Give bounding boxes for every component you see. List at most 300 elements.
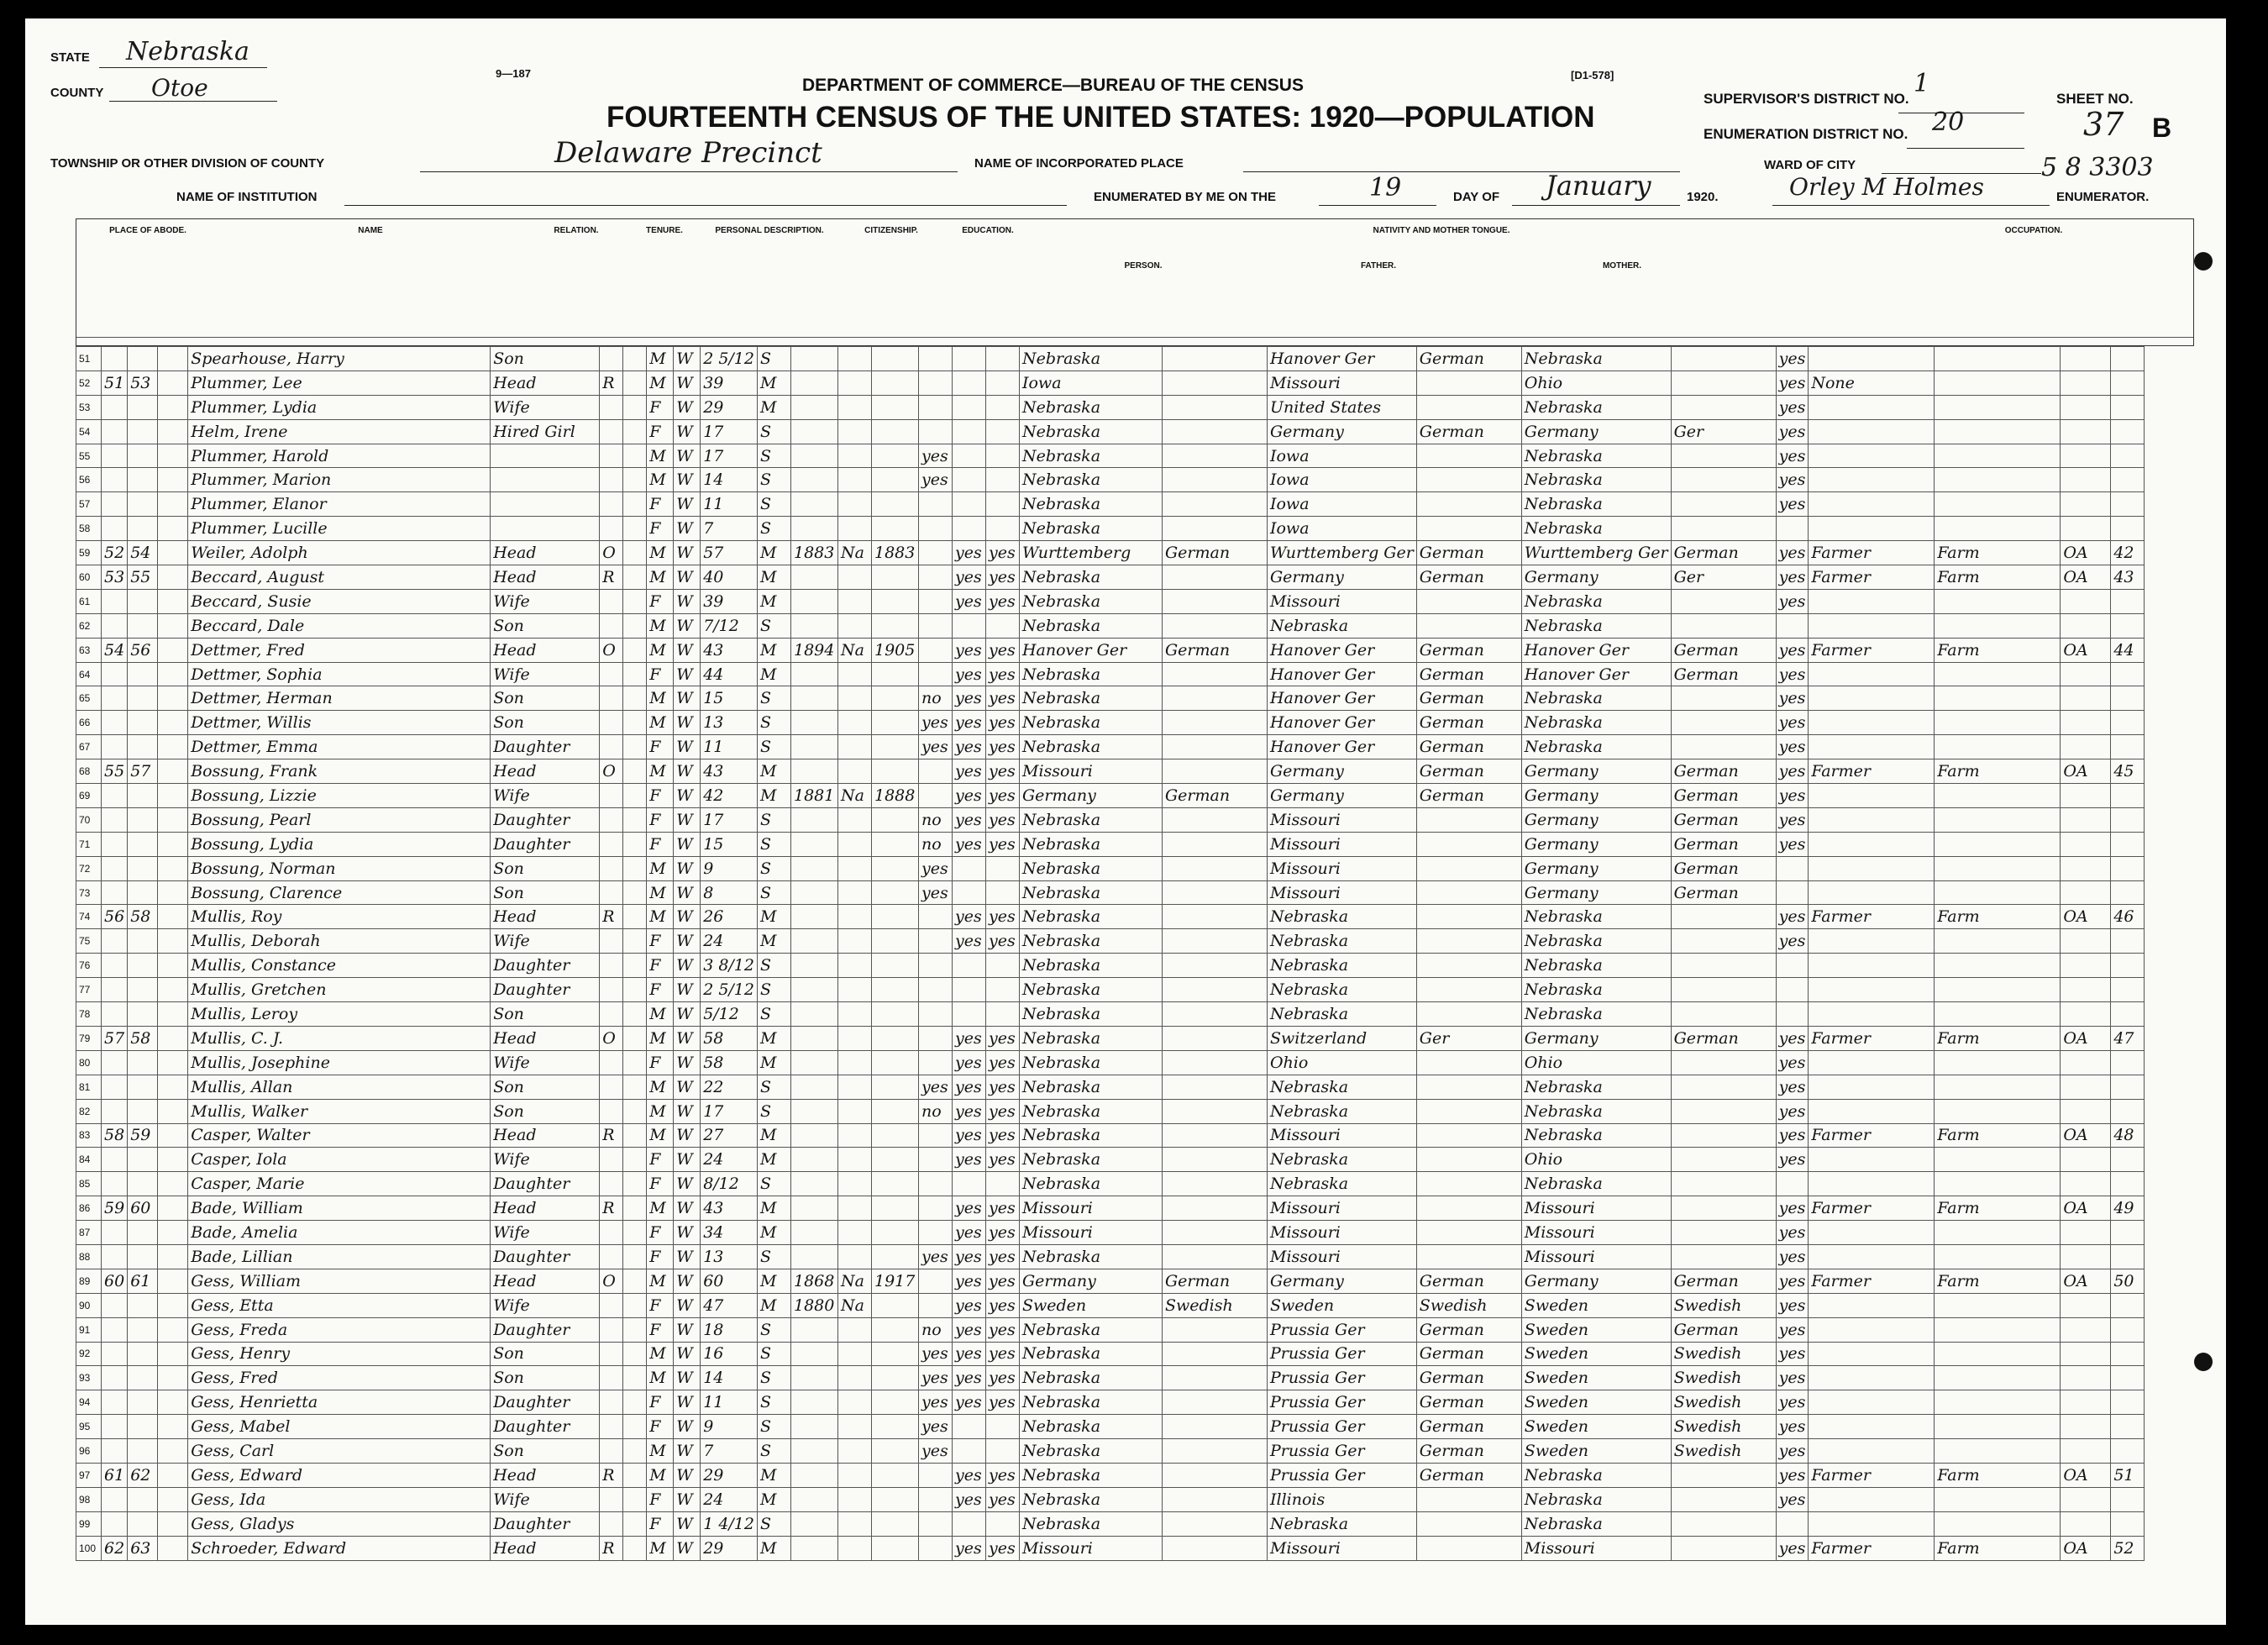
line-number: 82: [76, 1099, 102, 1123]
day-of-label: DAY OF: [1453, 190, 1500, 204]
relation: Son: [491, 613, 600, 638]
person-name: Dettmer, Fred: [188, 638, 491, 662]
tenure: R: [600, 905, 623, 929]
birthplace: Nebraska: [1019, 1050, 1162, 1075]
attended-school: yes: [918, 1342, 952, 1366]
mother-birthplace: Nebraska: [1521, 1002, 1671, 1027]
mortgage: [623, 1511, 647, 1536]
trade: [1809, 711, 1935, 735]
trade: [1809, 856, 1935, 880]
relation: Daughter: [491, 735, 600, 759]
relation: Head: [491, 371, 600, 395]
table-row: [76, 686, 2145, 711]
farm-schedule: 42: [2111, 541, 2145, 565]
tenure: [600, 444, 623, 468]
employment-class: [2061, 662, 2111, 686]
attended-school: [918, 1172, 952, 1196]
can-write: [985, 1415, 1019, 1439]
mortgage: [623, 1221, 647, 1245]
can-read: yes: [952, 565, 985, 590]
employment-class: [2061, 1487, 2111, 1511]
age: 27: [701, 1123, 758, 1148]
person-name: Plummer, Lydia: [188, 395, 491, 419]
marital-status: S: [757, 735, 790, 759]
age: 39: [701, 371, 758, 395]
farm-schedule: 47: [2111, 1026, 2145, 1050]
person-name: Gess, Freda: [188, 1317, 491, 1342]
attended-school: [918, 1221, 952, 1245]
father-birthplace: Hanover Ger: [1267, 347, 1416, 371]
mother-tongue: [1162, 1221, 1267, 1245]
age: 1 4/12: [701, 1511, 758, 1536]
mother-mother-tongue: German: [1671, 807, 1776, 832]
speaks-english: yes: [1776, 395, 1809, 419]
immigration-year: [790, 880, 837, 905]
marital-status: M: [757, 1487, 790, 1511]
relation: Wife: [491, 662, 600, 686]
tenure: [600, 711, 623, 735]
line-number: 72: [76, 856, 102, 880]
marital-status: S: [757, 832, 790, 856]
father-birthplace: Iowa: [1267, 492, 1416, 517]
relation: Head: [491, 565, 600, 590]
dwelling-number: [102, 347, 128, 371]
line-number: 56: [76, 468, 102, 492]
mother-tongue: [1162, 832, 1267, 856]
farm-schedule: [2111, 1244, 2145, 1269]
mortgage: [623, 735, 647, 759]
naturalization-year: [871, 1463, 918, 1487]
relation: Son: [491, 1002, 600, 1027]
father-birthplace: Prussia Ger: [1267, 1439, 1416, 1464]
father-tongue: [1416, 1075, 1521, 1099]
marital-status: M: [757, 1463, 790, 1487]
street: [158, 880, 188, 905]
age: 17: [701, 807, 758, 832]
can-read: [952, 492, 985, 517]
marital-status: S: [757, 1244, 790, 1269]
mother-birthplace: Nebraska: [1521, 492, 1671, 517]
age: 26: [701, 905, 758, 929]
relation: Son: [491, 1342, 600, 1366]
industry: [1935, 880, 2061, 905]
table-row: [76, 613, 2145, 638]
relation: Head: [491, 1536, 600, 1560]
mortgage: [623, 662, 647, 686]
industry: [1935, 954, 2061, 978]
mother-birthplace: Germany: [1521, 1026, 1671, 1050]
can-read: [952, 954, 985, 978]
immigration-year: [790, 1172, 837, 1196]
naturalization-year: [871, 1536, 918, 1560]
street: [158, 395, 188, 419]
table-row: [76, 1172, 2145, 1196]
sex: M: [647, 444, 674, 468]
employment-class: [2061, 807, 2111, 832]
naturalization-year: [871, 1439, 918, 1464]
birthplace: Germany: [1019, 1269, 1162, 1293]
family-number: [128, 1075, 158, 1099]
sex: F: [647, 1390, 674, 1415]
naturalization-year: [871, 1342, 918, 1366]
naturalized: [837, 662, 871, 686]
person-name: Beccard, Susie: [188, 589, 491, 613]
can-read: yes: [952, 589, 985, 613]
birthplace: Nebraska: [1019, 1390, 1162, 1415]
can-write: yes: [985, 1050, 1019, 1075]
can-read: [952, 371, 985, 395]
family-number: 53: [128, 371, 158, 395]
sex: F: [647, 954, 674, 978]
attended-school: yes: [918, 1390, 952, 1415]
sex: M: [647, 1196, 674, 1221]
industry: [1935, 1366, 2061, 1390]
mother-birthplace: Missouri: [1521, 1244, 1671, 1269]
family-number: [128, 686, 158, 711]
can-read: [952, 978, 985, 1002]
relation: Wife: [491, 1148, 600, 1172]
can-read: yes: [952, 1366, 985, 1390]
father-tongue: Swedish: [1416, 1293, 1521, 1317]
naturalized: [837, 905, 871, 929]
person-name: Mullis, Leroy: [188, 1002, 491, 1027]
family-number: [128, 1050, 158, 1075]
race: W: [674, 686, 701, 711]
speaks-english: yes: [1776, 419, 1809, 444]
marital-status: S: [757, 1366, 790, 1390]
age: 43: [701, 759, 758, 784]
naturalized: [837, 1511, 871, 1536]
person-name: Bossung, Norman: [188, 856, 491, 880]
father-tongue: [1416, 371, 1521, 395]
family-number: [128, 1366, 158, 1390]
father-birthplace: Missouri: [1267, 1196, 1416, 1221]
trade: [1809, 686, 1935, 711]
can-read: [952, 613, 985, 638]
mother-birthplace: Nebraska: [1521, 1099, 1671, 1123]
race: W: [674, 1415, 701, 1439]
family-number: [128, 1221, 158, 1245]
marital-status: S: [757, 954, 790, 978]
father-birthplace: Iowa: [1267, 468, 1416, 492]
naturalized: [837, 856, 871, 880]
immigration-year: [790, 1390, 837, 1415]
line-number: 97: [76, 1463, 102, 1487]
relation: Daughter: [491, 1415, 600, 1439]
industry: [1935, 856, 2061, 880]
table-row: [76, 1439, 2145, 1464]
marital-status: M: [757, 1293, 790, 1317]
sub-father: FATHER.: [1360, 261, 1397, 271]
naturalization-year: [871, 735, 918, 759]
street: [158, 1221, 188, 1245]
mother-mother-tongue: [1671, 492, 1776, 517]
mother-birthplace: Sweden: [1521, 1293, 1671, 1317]
sex: M: [647, 541, 674, 565]
farm-schedule: 52: [2111, 1536, 2145, 1560]
birthplace: Iowa: [1019, 371, 1162, 395]
immigration-year: 1881: [790, 784, 837, 808]
mother-tongue: [1162, 347, 1267, 371]
birthplace: Nebraska: [1019, 1366, 1162, 1390]
tenure: [600, 1342, 623, 1366]
mother-birthplace: Nebraska: [1521, 1487, 1671, 1511]
race: W: [674, 1487, 701, 1511]
sex: F: [647, 735, 674, 759]
mother-tongue: [1162, 1415, 1267, 1439]
father-tongue: [1416, 1148, 1521, 1172]
naturalization-year: [871, 589, 918, 613]
mother-birthplace: Germany: [1521, 807, 1671, 832]
tenure: [600, 735, 623, 759]
county-value: Otoe: [151, 74, 208, 102]
sex: F: [647, 1317, 674, 1342]
relation: Son: [491, 1366, 600, 1390]
dwelling-number: 61: [102, 1463, 128, 1487]
marital-status: M: [757, 589, 790, 613]
tenure: R: [600, 371, 623, 395]
father-birthplace: Wurttemberg Ger: [1267, 541, 1416, 565]
group-occupation: OCCUPATION.: [2004, 226, 2063, 235]
person-name: Dettmer, Emma: [188, 735, 491, 759]
industry: [1935, 347, 2061, 371]
industry: [1935, 1221, 2061, 1245]
dwelling-number: [102, 880, 128, 905]
relation: Daughter: [491, 807, 600, 832]
dwelling-number: [102, 711, 128, 735]
mother-mother-tongue: Ger: [1671, 565, 1776, 590]
age: 7/12: [701, 613, 758, 638]
naturalization-year: [871, 1050, 918, 1075]
speaks-english: yes: [1776, 468, 1809, 492]
employment-class: OA: [2061, 1463, 2111, 1487]
farm-schedule: 46: [2111, 905, 2145, 929]
mother-mother-tongue: Ger: [1671, 419, 1776, 444]
mortgage: [623, 613, 647, 638]
street: [158, 929, 188, 954]
age: 44: [701, 662, 758, 686]
mother-birthplace: Sweden: [1521, 1366, 1671, 1390]
trade: [1809, 1148, 1935, 1172]
naturalized: [837, 1196, 871, 1221]
employment-class: [2061, 1221, 2111, 1245]
farm-schedule: [2111, 517, 2145, 541]
industry: Farm: [1935, 1269, 2061, 1293]
person-name: Plummer, Harold: [188, 444, 491, 468]
farm-schedule: [2111, 1439, 2145, 1464]
naturalization-year: [871, 565, 918, 590]
industry: Farm: [1935, 759, 2061, 784]
father-birthplace: Sweden: [1267, 1293, 1416, 1317]
tenure: [600, 1172, 623, 1196]
mother-mother-tongue: [1671, 517, 1776, 541]
marital-status: S: [757, 1317, 790, 1342]
person-name: Beccard, August: [188, 565, 491, 590]
mother-tongue: [1162, 929, 1267, 954]
father-tongue: [1416, 492, 1521, 517]
naturalization-year: [871, 1099, 918, 1123]
sex: M: [647, 1026, 674, 1050]
naturalized: [837, 1366, 871, 1390]
person-name: Dettmer, Willis: [188, 711, 491, 735]
trade: [1809, 613, 1935, 638]
line-number: 81: [76, 1075, 102, 1099]
race: W: [674, 1099, 701, 1123]
father-tongue: German: [1416, 1439, 1521, 1464]
speaks-english: yes: [1776, 1221, 1809, 1245]
mother-birthplace: Nebraska: [1521, 905, 1671, 929]
race: W: [674, 1293, 701, 1317]
tenure: [600, 1075, 623, 1099]
race: W: [674, 1317, 701, 1342]
street: [158, 1487, 188, 1511]
line-number: 79: [76, 1026, 102, 1050]
mortgage: [623, 371, 647, 395]
group-nativity: NATIVITY AND MOTHER TONGUE.: [1373, 226, 1510, 235]
can-write: yes: [985, 1099, 1019, 1123]
tenure: [600, 419, 623, 444]
mother-birthplace: Nebraska: [1521, 468, 1671, 492]
can-read: [952, 880, 985, 905]
can-write: [985, 1002, 1019, 1027]
can-write: yes: [985, 1366, 1019, 1390]
census-table: [76, 346, 2145, 1561]
immigration-year: [790, 929, 837, 954]
age: 15: [701, 832, 758, 856]
trade: [1809, 880, 1935, 905]
group-name: NAME: [358, 226, 383, 235]
race: W: [674, 856, 701, 880]
relation: Wife: [491, 1221, 600, 1245]
sex: F: [647, 978, 674, 1002]
table-row: [76, 1463, 2145, 1487]
mortgage: [623, 856, 647, 880]
dwelling-number: [102, 1221, 128, 1245]
mother-tongue: [1162, 1463, 1267, 1487]
relation: Son: [491, 856, 600, 880]
father-birthplace: Nebraska: [1267, 905, 1416, 929]
farm-schedule: [2111, 1293, 2145, 1317]
birthplace: Nebraska: [1019, 880, 1162, 905]
employment-class: [2061, 444, 2111, 468]
dwelling-number: [102, 468, 128, 492]
relation: [491, 517, 600, 541]
mother-mother-tongue: [1671, 1511, 1776, 1536]
birthplace: Nebraska: [1019, 1415, 1162, 1439]
mortgage: [623, 1293, 647, 1317]
person-name: Mullis, Gretchen: [188, 978, 491, 1002]
table-row: [76, 395, 2145, 419]
naturalized: [837, 954, 871, 978]
dwelling-number: [102, 929, 128, 954]
father-birthplace: Iowa: [1267, 444, 1416, 468]
mother-mother-tongue: Swedish: [1671, 1293, 1776, 1317]
trade: [1809, 517, 1935, 541]
father-tongue: German: [1416, 1463, 1521, 1487]
father-birthplace: Prussia Ger: [1267, 1415, 1416, 1439]
family-number: [128, 1172, 158, 1196]
father-tongue: [1416, 880, 1521, 905]
mortgage: [623, 1075, 647, 1099]
person-name: Bade, William: [188, 1196, 491, 1221]
line-number: 66: [76, 711, 102, 735]
race: W: [674, 613, 701, 638]
dwelling-number: [102, 395, 128, 419]
relation: [491, 492, 600, 517]
mother-mother-tongue: [1671, 468, 1776, 492]
can-read: yes: [952, 1148, 985, 1172]
mortgage: [623, 589, 647, 613]
sex: M: [647, 638, 674, 662]
attended-school: [918, 954, 952, 978]
birthplace: Nebraska: [1019, 1002, 1162, 1027]
age: 17: [701, 1099, 758, 1123]
age: 5/12: [701, 1002, 758, 1027]
can-read: [952, 856, 985, 880]
birthplace: Nebraska: [1019, 419, 1162, 444]
sex: F: [647, 784, 674, 808]
can-read: yes: [952, 638, 985, 662]
immigration-year: [790, 954, 837, 978]
mother-birthplace: Ohio: [1521, 1148, 1671, 1172]
birthplace: Nebraska: [1019, 1075, 1162, 1099]
sex: M: [647, 880, 674, 905]
mortgage: [623, 807, 647, 832]
mother-tongue: [1162, 856, 1267, 880]
can-write: yes: [985, 1221, 1019, 1245]
trade: [1809, 492, 1935, 517]
naturalization-year: [871, 1172, 918, 1196]
employment-class: OA: [2061, 1123, 2111, 1148]
immigration-year: [790, 468, 837, 492]
line-number: 91: [76, 1317, 102, 1342]
birthplace: Nebraska: [1019, 978, 1162, 1002]
can-write: yes: [985, 1317, 1019, 1342]
table-row: [76, 1026, 2145, 1050]
farm-schedule: [2111, 1317, 2145, 1342]
employment-class: [2061, 1390, 2111, 1415]
tenure: [600, 1221, 623, 1245]
person-name: Spearhouse, Harry: [188, 347, 491, 371]
naturalized: [837, 613, 871, 638]
relation: Daughter: [491, 1244, 600, 1269]
relation: Son: [491, 686, 600, 711]
mother-mother-tongue: German: [1671, 541, 1776, 565]
can-write: [985, 347, 1019, 371]
immigration-year: 1880: [790, 1293, 837, 1317]
naturalization-year: 1883: [871, 541, 918, 565]
mortgage: [623, 929, 647, 954]
trade: [1809, 1415, 1935, 1439]
speaks-english: yes: [1776, 1269, 1809, 1293]
marital-status: M: [757, 905, 790, 929]
farm-schedule: [2111, 1415, 2145, 1439]
employment-class: [2061, 517, 2111, 541]
race: W: [674, 468, 701, 492]
can-write: yes: [985, 711, 1019, 735]
industry: [1935, 371, 2061, 395]
attended-school: [918, 929, 952, 954]
can-write: yes: [985, 1244, 1019, 1269]
sex: M: [647, 1366, 674, 1390]
relation: Daughter: [491, 1390, 600, 1415]
employment-class: [2061, 1342, 2111, 1366]
trade: Farmer: [1809, 541, 1935, 565]
trade: [1809, 1244, 1935, 1269]
line-number: 87: [76, 1221, 102, 1245]
table-row: [76, 880, 2145, 905]
sex: F: [647, 929, 674, 954]
